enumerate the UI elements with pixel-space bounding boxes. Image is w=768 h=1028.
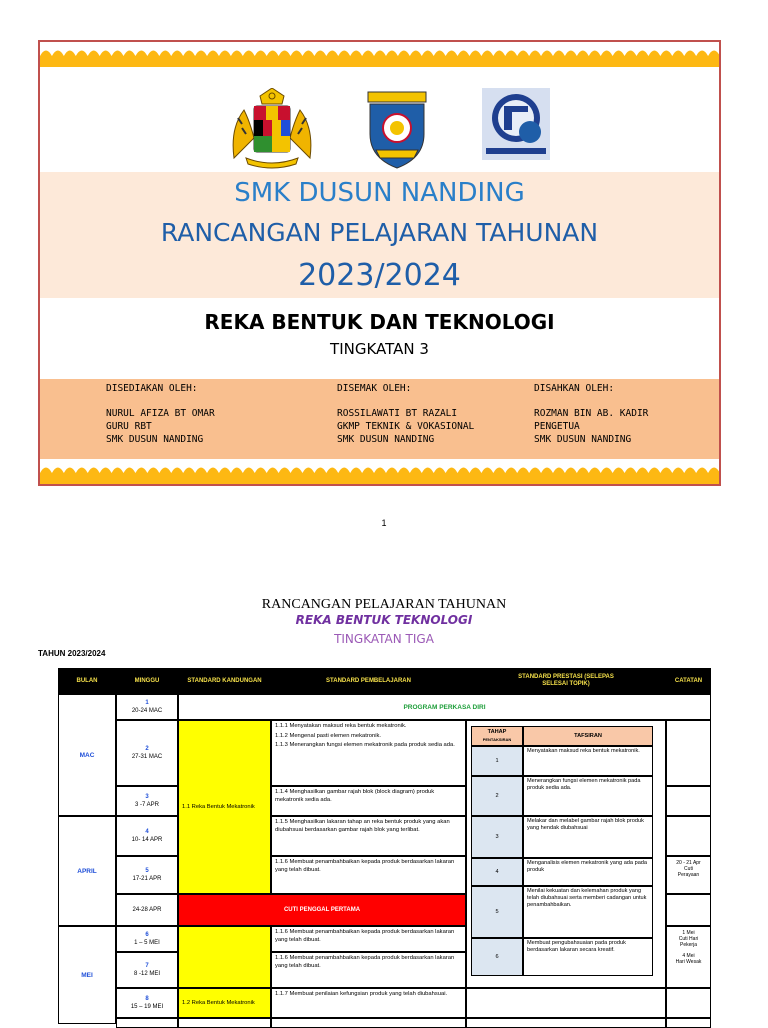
prepared-by-label: DISEDIAKAN OLEH: — [106, 383, 198, 394]
tafsiran-header: TAFSIRAN — [523, 726, 653, 746]
tahap-level: 5 — [471, 886, 523, 938]
week-number: 5 — [145, 868, 149, 874]
week-row — [116, 988, 178, 1018]
header-learning-standard: STANDARD PEMBELAJARAN — [271, 668, 466, 694]
learning-standard-1-1-5: 1.1.5 Menghasilkan lakaran tahap an reka bentuk produk yang akan diubahsuai berdasarkan gambar rajah blok yang terlibat. — [275, 819, 450, 833]
week-number: 1 — [145, 700, 149, 706]
school-crest-logo — [362, 88, 432, 170]
session-year: 2023/2024 — [298, 258, 461, 293]
year-label: TAHUN 2023/2024 — [38, 649, 106, 658]
tahap-header-label: TAHAP — [487, 729, 507, 735]
week-row — [116, 720, 178, 786]
tahap-level: 6 — [471, 938, 523, 976]
week-number: 3 — [145, 794, 149, 800]
header-performance-standard: STANDARD PRESTASI (SELEPAS SELESAI TOPIK) — [466, 668, 666, 694]
note-text: Cuti — [684, 866, 693, 872]
week-row — [116, 926, 178, 952]
learning-standard-cell — [271, 856, 466, 894]
week-dates: 8 -12 MEI — [133, 971, 160, 977]
notes-cell — [666, 894, 711, 926]
content-standard-continued — [178, 926, 271, 988]
week-number: 2 — [145, 746, 149, 752]
performance-standard-empty — [466, 988, 666, 1018]
note-text: Cuti Hari — [678, 936, 699, 942]
note-text: Hari Wesak — [675, 959, 702, 965]
learning-standard-1-1-3: 1.1.3 Menerangkan fungsi elemen mekatronik pada produk sedia ada. — [275, 742, 455, 748]
learning-standard-1-1-7: 1.1.7 Membuat penilaian kefungsian produk yang telah diubahsuai. — [275, 991, 448, 997]
learning-standard-1-1-6: 1.1.6 Membuat penambahbaikan kepada produk berdasarkan lakaran yang telah dibuat. — [275, 929, 455, 943]
tahap-description: Menerangkan fungsi elemen mekatronik pada produk sedia ada. — [523, 776, 653, 816]
subject-title: REKA BENTUK DAN TEKNOLOGI — [204, 310, 555, 334]
tahap-level: 4 — [471, 858, 523, 886]
month-mac: MAC — [58, 694, 116, 816]
notes-cell-holiday — [666, 856, 711, 894]
month-mei: MEI — [58, 926, 116, 1024]
tahap-description: Melakar dan melabel gambar rajah blok produk yang hendak diubahsuai — [523, 816, 653, 858]
learning-standard-cell — [271, 926, 466, 952]
plan-title: RANCANGAN PELAJARAN TAHUNAN — [160, 218, 599, 247]
learning-standard-1-1-4: 1.1.4 Menghasilkan gambar rajah blok (block diagram) produk mekatronik sedia ada. — [275, 789, 435, 803]
note-date: 20 - 21 Apr — [676, 860, 701, 866]
week-number: 4 — [145, 829, 149, 835]
tahap-header — [471, 726, 523, 746]
page-number: 1 — [381, 518, 387, 528]
week-row — [116, 952, 178, 988]
learning-standard-cell — [271, 720, 466, 786]
note-date: 4 Mei — [682, 953, 695, 959]
checked-by-name: ROSSILAWATI BT RAZALI — [337, 408, 458, 419]
header-notes: CATATAN — [666, 668, 711, 694]
note-date: 1 Mei — [682, 930, 695, 936]
ministry-logo — [482, 88, 550, 160]
learning-standard-1-1-6: 1.1.6 Membuat penambahbaikan kepada produk berdasarkan lakaran yang telah dibuat. — [275, 859, 455, 873]
notes-cell — [666, 786, 711, 816]
prepared-by-school: SMK DUSUN NANDING — [106, 434, 204, 445]
week-dates: 15 – 19 MEI — [130, 1004, 164, 1010]
school-name: SMK DUSUN NANDING — [234, 178, 525, 208]
header-content-standard: STANDARD KANDUNGAN — [178, 668, 271, 694]
week-dates: 1 – 5 MEI — [134, 940, 160, 946]
tahap-description: Menyatakan maksud reka bentuk mekatronik. — [523, 746, 653, 776]
learning-standard-cell — [271, 816, 466, 856]
week-dates: 24-28 APR — [132, 907, 162, 913]
tahap-header-sub: PENTAKSIRAN — [482, 737, 512, 742]
approved-by-role: PENGETUA — [534, 421, 580, 432]
header-week: MINGGU — [116, 668, 178, 694]
checked-by-block — [337, 382, 474, 446]
notes-cell — [666, 988, 711, 1018]
learning-standard-cell — [271, 786, 466, 816]
week-dates: 10- 14 APR — [131, 837, 163, 843]
week-row — [116, 786, 178, 816]
performance-partial — [466, 1018, 666, 1028]
coat-of-arms-logo — [226, 88, 318, 170]
notes-cell — [666, 720, 711, 786]
notes-cell — [666, 816, 711, 856]
week-dates: 3 -7 APR — [134, 802, 159, 808]
prepared-by-name: NURUL AFIZA BT OMAR — [106, 408, 215, 419]
subject-heading: REKA BENTUK TEKNOLOGI — [295, 613, 473, 627]
learning-standard-1-1-2: 1.1.2 Mengenal pasti elemen mekatronik. — [275, 732, 382, 739]
checked-by-label: DISEMAK OLEH: — [337, 383, 412, 394]
week-number: 7 — [145, 963, 149, 969]
tahap-description: Membuat pengubahsuaian pada produk berdasarkan lakaran secara kreatif. — [523, 938, 653, 976]
holiday-row: CUTI PENGGAL PERTAMA — [178, 894, 466, 926]
approved-by-label: DISAHKAN OLEH: — [534, 383, 615, 394]
learning-standard-1-1-1: 1.1.1 Menyatakan maksud reka bentuk mekatronik. — [275, 723, 407, 729]
week-dates: 20-24 MAC — [131, 708, 163, 714]
wave-border-top — [40, 45, 719, 67]
checked-by-school: SMK DUSUN NANDING — [337, 434, 435, 445]
week-row — [116, 856, 178, 894]
checked-by-role: GKMP TEKNIK & VOKASIONAL — [337, 421, 475, 432]
approved-by-name: ROZMAN BIN AB. KADIR — [534, 408, 649, 419]
approved-by-school: SMK DUSUN NANDING — [534, 434, 632, 445]
content-standard-1-2: 1.2 Reka Bentuk Mekatronik — [178, 988, 271, 1018]
wave-border-bottom — [40, 462, 719, 484]
prepared-by-block — [106, 382, 215, 446]
notes-partial — [666, 1018, 711, 1028]
tahap-level: 1 — [471, 746, 523, 776]
cover-page — [38, 40, 721, 486]
content-partial — [178, 1018, 271, 1028]
tahap-description: Menilai kekuatan dan kelemahan produk yang telah diubahsuai serta memberi cadangan untuk penambahbaikan. — [523, 886, 653, 938]
tahap-level: 3 — [471, 816, 523, 858]
tahap-description: Menganalisis elemen mekatronik yang ada pada produk — [523, 858, 653, 886]
yearly-plan-table — [58, 668, 711, 1024]
learning-standard-cell — [271, 988, 466, 1018]
week-dates: 17-21 APR — [132, 876, 162, 882]
week-number: 8 — [145, 996, 149, 1002]
week-row — [116, 816, 178, 856]
program-row: PROGRAM PERKASA DIRI — [178, 694, 711, 720]
week-dates: 27-31 MAC — [131, 754, 163, 760]
week-row — [116, 694, 178, 720]
approved-by-block — [534, 382, 648, 446]
learning-standard-cell — [271, 952, 466, 988]
form-level: TINGKATAN 3 — [330, 340, 429, 358]
learning-partial — [271, 1018, 466, 1028]
plan-heading: RANCANGAN PELAJARAN TAHUNAN — [261, 597, 507, 612]
header-month: BULAN — [58, 668, 116, 694]
week-row-partial — [116, 1018, 178, 1028]
learning-standard-1-1-6: 1.1.6 Membuat penambahbaikan kepada produk berdasarkan lakaran yang telah dibuat. — [275, 955, 455, 969]
note-text: Perayaan — [677, 872, 700, 878]
notes-cell-may — [666, 926, 711, 988]
week-number: 6 — [145, 932, 149, 938]
note-text: Pekerja — [680, 942, 697, 948]
level-heading: TINGKATAN TIGA — [334, 632, 434, 646]
month-april: APRIL — [58, 816, 116, 926]
content-standard-1-1: 1.1 Reka Bentuk Mekatronik — [178, 720, 271, 894]
tahap-level: 2 — [471, 776, 523, 816]
week-row — [116, 894, 178, 926]
prepared-by-role: GURU RBT — [106, 421, 152, 432]
